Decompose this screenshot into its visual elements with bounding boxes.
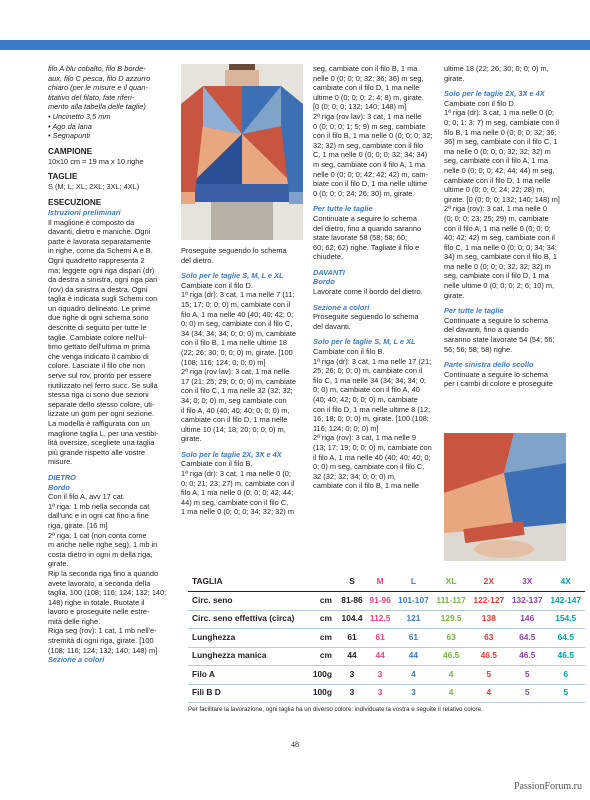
text-line: Il maglione è composto da: [48, 217, 135, 227]
text-line: ultime 10 (14; 18; 20; 0; 0; 0) m,: [181, 424, 286, 434]
text-line: biate con il filo D, 1 ma nelle ultime: [313, 179, 428, 189]
text-line: ma; leggete ogni riga dispari (dr): [48, 265, 155, 275]
text-line: misure.: [48, 457, 73, 467]
text-line: timo gettato dell'ultima m prima: [48, 342, 151, 352]
text-line: ma nelle 0 (0; 0; 0; 32; 32; 32) m: [444, 146, 551, 156]
text-line: da destra a sinistra, ogni riga pari: [48, 275, 158, 285]
table-cell: Circ. seno effettiva (circa): [188, 610, 308, 629]
text-line: costa dietro in ogni m della riga,: [48, 549, 153, 559]
istruzioni-text: [48, 218, 171, 467]
table-cell: 5: [546, 684, 585, 703]
table-cell: Lunghezza manica: [188, 647, 308, 666]
text-line: 2ª riga (rov lav): 3 cat, 1 ma nelle: [181, 367, 290, 377]
table-header-cell: TAGLIA: [188, 573, 308, 592]
dietro-title: DIETRO: [48, 472, 76, 482]
text-line: 1ª riga (dr): 3 cat, 1 ma nelle 17 (21;: [313, 356, 432, 366]
text-line: riga, girate. [16 m]: [48, 520, 108, 530]
sml-text-2: [313, 347, 435, 491]
sml-title-2: Solo per le taglie S, M, L e XL: [313, 337, 416, 347]
materials-line: • Ago da lana: [48, 121, 92, 131]
table-cell: 63: [470, 629, 508, 648]
column-2: [181, 246, 303, 517]
text-line: filo A, 1 ma nelle 40 (40; 40; 42; 0;: [181, 309, 294, 319]
text-line: 0; 0; 1; 3; 7) m seg, cambiate con il: [444, 117, 560, 127]
text-line: con il filo C, 1 ma nelle 32 (32; 32;: [181, 386, 293, 396]
text-line: m anche nelle righe seg), 1 mb in: [48, 540, 158, 550]
text-line: (13; 17; 19; 0; 0; 0) m, cambiate con: [313, 442, 432, 452]
text-line: nelle ultime 0 (0; 0; 0; 2; 6; 10) m,: [444, 281, 555, 291]
davanti-title: DAVANTI: [313, 267, 345, 277]
campione-title: CAMPIONE: [48, 146, 93, 156]
table-header-cell: 3X: [508, 573, 546, 592]
text-line: con il filo B, 1 ma nelle 0 (0; 0; 0; 32;: [313, 131, 433, 141]
table-cell: 154.5: [546, 610, 585, 629]
table-cell: 44: [338, 647, 366, 666]
x2-text-2: [444, 99, 566, 300]
table-cell: 100g: [308, 684, 338, 703]
text-line: girate. [0 (0; 0; 0; 132; 140; 148) m]: [444, 194, 560, 204]
text-line: 15; 17; 0; 0; 0) m, cambiate con il: [181, 299, 291, 309]
tutte-text-1: [313, 214, 435, 262]
table-cell: 63: [433, 629, 470, 648]
table-cell: 46.5: [546, 647, 585, 666]
text-line: 40; 42; 42) m seg, cambiate con il: [444, 233, 555, 243]
text-line: Ogni quadretto rappresenta 2: [48, 255, 145, 265]
table-row: [188, 684, 585, 703]
text-line: Rip la seconda riga fino a quando: [48, 568, 159, 578]
text-line: 44) m seg, cambiate con il filo C,: [181, 497, 289, 507]
x2-text-cont: [313, 64, 435, 198]
materials-line: titativo del filato, fate riferi-: [48, 92, 135, 102]
table-cell: 6: [546, 666, 585, 685]
text-line: separate dello stesso colore, uti-: [48, 399, 155, 409]
text-line: C, 1 ma nelle 0 (0; 0; 0; 32; 34; 34): [313, 150, 428, 160]
text-line: 34) m seg, cambiate con il filo B, 1: [444, 252, 557, 262]
table-cell: 104.4: [338, 610, 366, 629]
text-line: stremità di ogni riga, girate. [100: [48, 636, 154, 646]
table-header-cell: [308, 573, 338, 592]
text-line: 1ª riga (dr): 3 cat, 1 ma nelle 0 (0;: [181, 469, 291, 479]
text-line: stessa riga ci sono due sezioni: [48, 390, 149, 400]
table-cell: 61: [338, 629, 366, 648]
text-line: taglie. Cambiate colore nell'ul-: [48, 332, 147, 342]
text-line: cambiate con il filo B, 1 ma nelle: [313, 481, 419, 491]
text-line: 116; 124; 0; 0; 0) m]: [313, 423, 379, 433]
text-line: il filo A, 40 (40; 40; 40; 0; 0; 0) m,: [181, 405, 290, 415]
text-line: (108; 116; 124; 132; 140; 148) m]: [48, 645, 158, 655]
text-line: 34 (34; 34; 34; 0; 0; 0) m, cambiate: [181, 328, 297, 338]
text-line: lavoro e proseguite nelle estre-: [48, 607, 150, 617]
table-cell: 4: [433, 684, 470, 703]
text-line: 1ª riga (dr): 3 cat, 1 ma nelle 7 (11;: [181, 290, 295, 300]
tutte-title-2: Per tutte le taglie: [444, 306, 504, 316]
istruzioni-title: Istruzioni preliminari: [48, 207, 121, 217]
table-cell: 122-127: [470, 592, 508, 611]
bordo-text-2: Lavorate come il bordo del dietro.: [313, 287, 423, 297]
text-line: 25; 26; 0; 0; 0) m, cambiate con il: [313, 366, 423, 376]
text-line: filo B, 1 ma nelle 0 (0; 0; 0; 32; 36;: [444, 127, 557, 137]
table-cell: Lunghezza: [188, 629, 308, 648]
sezione-title-2: Sezione a colori: [313, 302, 370, 312]
text-line: Cambiate con il filo D.: [444, 98, 516, 108]
text-line: girate.: [181, 434, 202, 444]
text-line: davanti, dietro e maniche. Ogni: [48, 227, 151, 237]
bordo-title-2: Bordo: [313, 277, 335, 287]
text-line: del dietro, fino a quando saranno: [313, 223, 422, 233]
text-line: con il filo D, 1 ma nelle ultime 8 (12;: [313, 404, 431, 414]
taglie-title: TAGLIE: [48, 172, 78, 182]
taglie-text: S (M; L; XL; 2XL; 3XL; 4XL): [48, 182, 140, 192]
text-line: 2ª riga (rov lav): 3 cat, 1 ma nelle: [313, 111, 422, 121]
text-line: 1ª riga: 1 mb nella seconda cat: [48, 501, 150, 511]
text-line: 32 (32; 32; 34; 0; 0; 0) m,: [313, 471, 396, 481]
table-cell: 61: [394, 629, 432, 648]
page-number: 48: [291, 740, 299, 749]
materials-line: filo A blu cobalto, filo B borde-: [48, 64, 146, 73]
text-line: riutilizzato nel ferro succ. Se sulla: [48, 380, 158, 390]
text-line: (108; 116; 124; 0; 0; 0) m]: [181, 357, 266, 367]
text-line: Cambiate con il filo B.: [313, 347, 385, 357]
table-cell: 111-117: [433, 592, 470, 611]
table-cell: 61: [366, 629, 394, 648]
column-1: [48, 64, 171, 665]
text-line: Cambiate con il filo D.: [181, 280, 253, 290]
bordo-title: Bordo: [48, 482, 70, 492]
text-line: colore. Lasciate il filo che non: [48, 361, 145, 371]
table-cell: cm: [308, 610, 338, 629]
table-header-cell: 2X: [470, 573, 508, 592]
table-cell: Filo A: [188, 666, 308, 685]
table-cell: 46.5: [433, 647, 470, 666]
text-line: nelle 0 (0; 0; 0; 32; 36; 36) m seg,: [313, 73, 424, 83]
photo-caption: [181, 246, 303, 265]
table-cell: Fili B D: [188, 684, 308, 703]
table-header-cell: L: [394, 573, 432, 592]
table-cell: 4: [433, 666, 470, 685]
table-cell: 91-96: [366, 592, 394, 611]
table-cell: 44: [394, 647, 432, 666]
text-line: Continuate a seguire lo schema: [313, 213, 417, 223]
table-cell: 64.5: [546, 629, 585, 648]
text-line: (40; 40; 42; 0; 0; 0) m, cambiate: [313, 395, 418, 404]
tutte-text-2: [444, 316, 566, 354]
text-line: in righe, come da Schemi A e B.: [48, 246, 153, 256]
table-cell: 5: [508, 684, 546, 703]
table-cell: 3: [366, 666, 394, 685]
text-line: (22; 26; 30; 0; 0; 0) m, girate. [100: [181, 347, 293, 357]
text-line: chiudete.: [313, 252, 343, 262]
text-line: girate.: [48, 559, 69, 569]
text-line: un riquadro delineato. Le prime: [48, 303, 151, 313]
text-line: ma nelle 0 (0; 0; 0; 32; 32; 32) m: [444, 261, 551, 271]
text-line: 36) m seg, cambiate con il filo C, 1: [444, 137, 558, 147]
materials-line: chiaro (per le misure e il quan-: [48, 83, 148, 93]
table-cell: 138: [470, 610, 508, 629]
text-line: con il filo A, 1 ma nelle 0 (0; 0; 0;: [444, 223, 551, 233]
table-cell: 44: [366, 647, 394, 666]
table-cell: 101-107: [394, 592, 432, 611]
table-cell: 64.5: [508, 629, 546, 648]
text-line: descritte di seguito per tutte le: [48, 323, 147, 333]
text-line: più grande rispetto alle vostre: [48, 447, 145, 457]
text-line: serve sul rov, pronto per essere: [48, 371, 152, 381]
text-line: cambiate con il filo D, 1 ma nelle: [313, 83, 420, 93]
text-line: 1 ma nelle 0 (0; 0; 0; 34; 32; 32) m: [181, 507, 294, 517]
text-line: del davanti, fino a quando: [444, 325, 529, 335]
materials-line: mento alla tabella delle taglie): [48, 102, 146, 112]
text-line: (0; 0; 0; 23; 25; 29) m, cambiate: [444, 213, 549, 223]
text-line: avete lavorato, a seconda della: [48, 578, 151, 588]
text-line: m seg, cambiate con il filo A, 1 ma: [313, 159, 426, 169]
table-header-cell: 4X: [546, 573, 585, 592]
table-cell: 5: [508, 666, 546, 685]
parte-sinistra-title: Parte sinistra dello scollo: [444, 360, 534, 370]
materials-line: • Segnapunti: [48, 131, 91, 141]
text-line: del davanti.: [313, 321, 351, 331]
table-cell: cm: [308, 629, 338, 648]
x2-title-2: Solo per le taglie 2X, 3X e 4X: [444, 89, 545, 99]
table-row: [188, 647, 585, 666]
text-line: 2ª riga (rov): 3 cat, 1 ma nelle 9: [313, 433, 416, 443]
table-cell: 46.5: [508, 647, 546, 666]
text-line: seg, cambiate con il filo B, 1 ma: [313, 64, 418, 73]
bordo-text: [48, 492, 171, 655]
text-line: Continuate a seguire lo schema: [444, 315, 548, 325]
text-line: ultime 18 (22; 26; 30; 0; 0; 0) m,: [444, 64, 549, 73]
table-cell: 3: [338, 684, 366, 703]
materials-line: aux, filo C pesca, filo D azzurro: [48, 73, 151, 83]
text-line: 1ª riga (dr): 3 cat, 1 ma nelle 0 (0;: [444, 108, 554, 118]
text-line: parte è lavorata separatamente: [48, 236, 151, 246]
table-row: [188, 592, 585, 611]
text-line: 0 (0; 0; 0; 1; 5; 9) m seg, cambiate: [313, 121, 426, 131]
sleeve-detail-photo: [444, 433, 566, 561]
text-line: 0 (0; 0; 0; 24; 26; 30) m, girate.: [313, 188, 415, 198]
text-line: 60; 62; 62) righe. Tagliate il filo e: [313, 242, 420, 252]
sezione-colori-title: Sezione a colori: [48, 655, 105, 665]
text-line: [0 (0; 0; 0; 132; 140; 148) m]: [313, 102, 407, 112]
size-table: [188, 573, 585, 714]
x2-text-1: [181, 459, 303, 517]
text-line: La modella è raffigurata con un: [48, 419, 150, 428]
text-line: seg, cambiate con il filo D, 1 ma: [444, 271, 549, 281]
text-line: lizzate un gom per ogni sezione.: [48, 409, 154, 419]
text-line: che venga indicato il cambio di: [48, 351, 149, 361]
table-cell: 5: [470, 666, 508, 685]
text-line: cambiate con il filo D, 1 ma nelle: [444, 175, 551, 185]
text-line: nelle 0 (0; 0; 0; 42; 42; 42) m, cam-: [313, 169, 429, 179]
esecuzione-title: ESECUZIONE: [48, 197, 102, 207]
table-cell: Circ. seno: [188, 592, 308, 611]
text-line: girate.: [444, 290, 465, 300]
text-line: il filo A, 1 ma nelle 40 (40; 40; 40; 0;: [313, 452, 431, 462]
table-cell: 100g: [308, 666, 338, 685]
text-line: 2ª riga (rov): 3 cat, 1 ma nelle 0: [444, 204, 547, 214]
text-line: nelle 0 (0; 0; 0; 42; 44; 44) m seg,: [444, 165, 555, 175]
text-line: 0; 0) m, cambiate con il filo A, 40: [313, 385, 420, 395]
parte-sinistra-text: [444, 370, 566, 389]
text-line: cambiate con il filo D, 1 ma nelle: [181, 415, 288, 425]
table-row: [188, 610, 585, 629]
text-line: 16; 18; 0; 0; 0) m, girate. [100 (108;: [313, 414, 429, 424]
column-4: [444, 64, 566, 389]
table-cell: 4: [470, 684, 508, 703]
campione-text: 10x10 cm = 19 ma x 10 righe: [48, 156, 144, 166]
sweater-back-photo: [181, 64, 303, 240]
text-line: girate.: [444, 73, 465, 83]
table-cell: 46.5: [470, 647, 508, 666]
text-line: (rov) da sinistra a destra. Ogni: [48, 284, 148, 294]
sml-text-cont: [444, 64, 566, 83]
table-row: [188, 629, 585, 648]
table-cell: 112.5: [366, 610, 394, 629]
table-header-row: [188, 573, 585, 592]
text-line: ultime 0 (0; 0; 0; 24; 22; 28) m,: [444, 185, 545, 195]
materials-list: [48, 64, 171, 141]
table-row: [188, 666, 585, 685]
text-line: maglione taglia L, per una vestibi-: [48, 428, 159, 438]
table-note: Per facilitare la lavorazione, ogni taglia ha un diverso colore: individuate la vostra e seguite il relativo colore.: [188, 706, 483, 713]
table-header-cell: M: [366, 573, 394, 592]
column-3: [313, 64, 435, 491]
table-header-cell: S: [338, 573, 366, 592]
text-line: 2ª riga: 1 cat (non conta come: [48, 530, 147, 540]
text-line: Proseguite seguendo lo schema: [313, 312, 419, 322]
text-line: Continuate a seguire lo schema: [444, 369, 548, 379]
text-line: con il filo B, 1 ma nelle ultime 18: [181, 338, 287, 348]
text-line: filo A, 1 ma nelle 0 (0; 0; 0; 42; 44;: [181, 488, 294, 498]
text-line: per i cambi di colore e proseguite: [444, 379, 553, 389]
text-line: due righe di ogni schema sono: [48, 313, 149, 323]
text-line: saranno state lavorate 54 (54; 56;: [444, 335, 555, 345]
materials-line: • Uncinetto 3,5 mm: [48, 111, 111, 121]
table-cell: 132-137: [508, 592, 546, 611]
text-line: 32; 32) m seg, cambiate con il filo: [313, 140, 424, 150]
text-line: 34; 0; 0; 0) m, seg cambiate con: [181, 395, 287, 405]
text-line: filo C, 1 ma nelle 34 (34; 34; 34; 0;: [313, 375, 426, 385]
text-line: Riga seg (rov): 1 cat, 1 mb nell'e-: [48, 626, 157, 636]
table-cell: 142-147: [546, 592, 585, 611]
text-line: Proseguite seguendo lo schema: [181, 246, 287, 255]
text-line: ultime 0 (0; 0; 0; 2; 4; 8) m, girate.: [313, 92, 424, 102]
table-cell: cm: [308, 647, 338, 666]
table-cell: 4: [394, 666, 432, 685]
table-header-cell: XL: [433, 573, 470, 592]
text-line: 148) righe in totale. Ruotate il: [48, 597, 145, 607]
sezione-text-2: [313, 312, 435, 331]
text-line: state lavorate 58 (58; 58; 60;: [313, 233, 408, 243]
sml-text-1: [181, 281, 303, 444]
table-cell: 121: [394, 610, 432, 629]
table-cell: 146: [508, 610, 546, 629]
text-line: lità oversize, scegliete una taglia: [48, 438, 155, 448]
text-line: del dietro.: [181, 255, 214, 265]
table-cell: 3: [366, 684, 394, 703]
tutte-title-1: Per tutte le taglie: [313, 204, 373, 214]
text-line: filo C, 1 ma nelle 0 (0; 0; 0; 34; 34;: [444, 242, 557, 252]
x2-title-1: Solo per le taglie 2X, 3X e 4X: [181, 449, 282, 459]
text-line: 0; 0) m seg, cambiate con il filo C,: [313, 462, 425, 472]
text-line: seg, cambiate con il filo A, 1 ma: [444, 156, 548, 166]
text-line: taglia è indicata sugli Schemi con: [48, 294, 158, 304]
text-line: Con il filo A, avv 17 cat.: [48, 492, 125, 502]
table-cell: 81-86: [338, 592, 366, 611]
text-line: 17 (21; 25; 29; 0; 0; 0) m, cambiate: [181, 376, 297, 386]
table-cell: cm: [308, 592, 338, 611]
table-cell: 129.5: [433, 610, 470, 629]
text-line: Cambiate con il filo B.: [181, 459, 253, 469]
table-cell: 3: [338, 666, 366, 685]
text-line: 0; 0) m seg, cambiate con il filo C,: [181, 319, 293, 329]
sml-title-1: Solo per le taglie S, M, L e XL: [181, 271, 284, 281]
text-line: 56; 56; 58; 58) righe.: [444, 344, 513, 354]
header-accent-bar: [0, 40, 590, 50]
text-line: 0; 0; 21; 23; 27) m, cambiate con il: [181, 478, 295, 488]
table-cell: 3: [394, 684, 432, 703]
text-line: dall'unc e in ogni cat fino a fine: [48, 511, 149, 521]
watermark: PassionForum.ru: [513, 781, 582, 792]
text-line: mità delle righe.: [48, 616, 101, 626]
text-line: taglia, 100 (108; 116; 124; 132; 140;: [48, 588, 167, 598]
